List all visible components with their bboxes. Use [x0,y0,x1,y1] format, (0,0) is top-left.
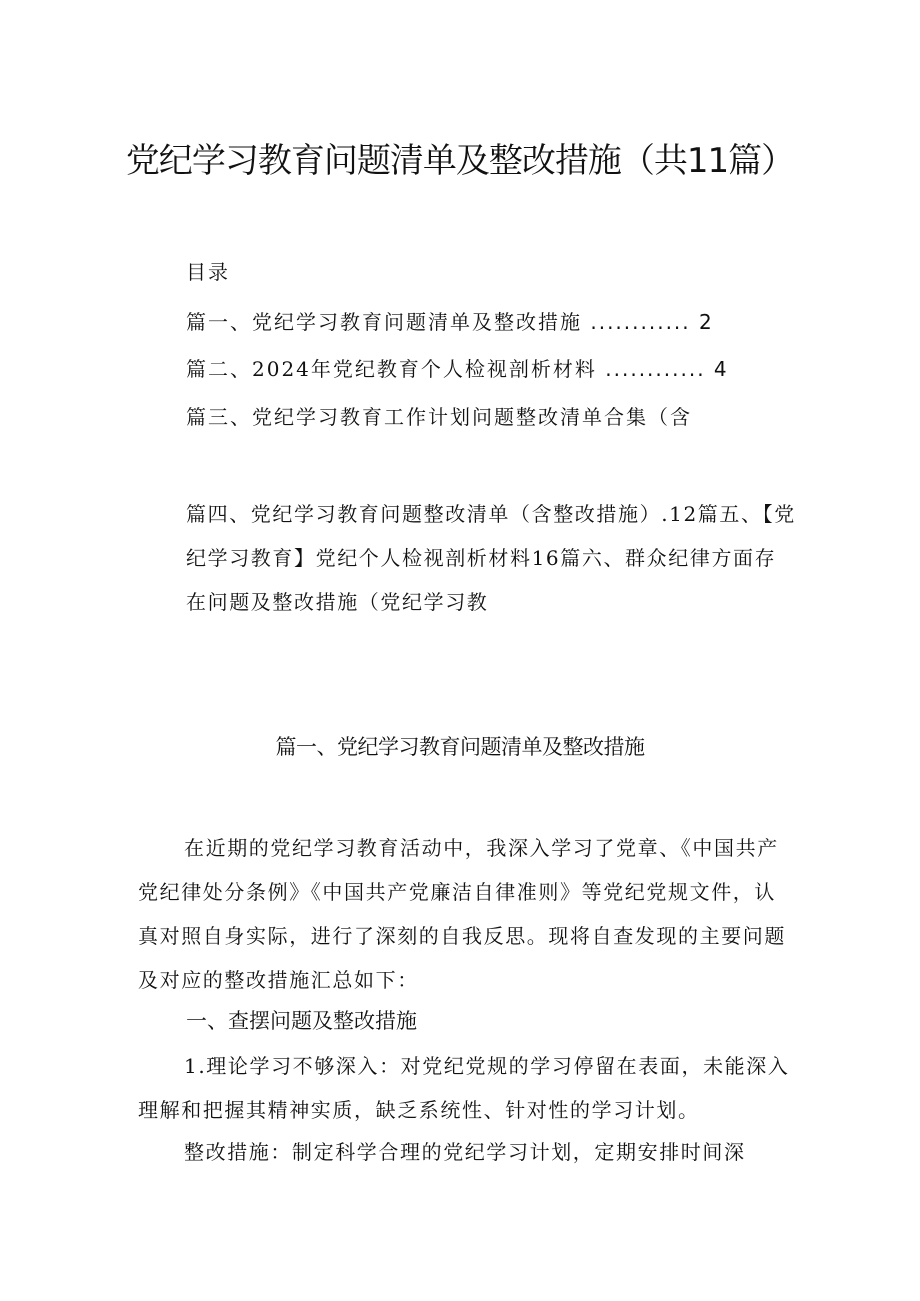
toc-page-number: 4 [713,357,727,381]
toc-entry-1[interactable] [186,307,712,337]
section-title: 篇一、党纪学习教育问题清单及整改措施 [275,735,645,759]
subheading: 一、查摆问题及整改措施 [186,1009,417,1033]
toc-leader-dots: ............ [605,357,706,381]
toc-entry-label: 篇二、2024年党纪教育个人检视剖析材料 [186,357,597,381]
toc-entry-2[interactable] [186,354,727,384]
toc-heading: 目录 [186,260,230,284]
toc-leader-dots: ............ [590,310,691,334]
document-title: 党纪学习教育问题清单及整改措施（共11篇） [125,141,795,181]
measure-item-1: 整改措施：制定科学合理的党纪学习计划，定期安排时间深 [184,1140,746,1164]
toc-entry-label: 篇一、党纪学习教育问题清单及整改措施 [186,310,582,334]
problem-item-1: 1.理论学习不够深入：对党纪党规的学习停留在表面，未能深入理解和把握其精神实质，缺乏系统性、针对性的学习计划。 [138,1054,790,1122]
intro-paragraph: 在近期的党纪学习教育活动中，我深入学习了党章、《中国共产党纪律处分条例》《中国共产党廉洁自律准则》等党纪党规文件，认真对照自身实际，进行了深刻的自我反思。现将自查发现的主要问题及对应的整改措施汇总如下： [138,836,786,992]
toc-entry-3[interactable] [186,402,692,432]
toc-run-on-entries: 篇四、党纪学习教育问题整改清单（含整改措施）.12篇五、【党纪学习教育】党纪个人检视剖析材料16篇六、群众纪律方面存在问题及整改措施（党纪学习教 [186,502,796,614]
toc-entry-label: 篇三、党纪学习教育工作计划问题整改清单合集（含 [186,405,692,429]
toc-page-number: 2 [699,310,712,334]
